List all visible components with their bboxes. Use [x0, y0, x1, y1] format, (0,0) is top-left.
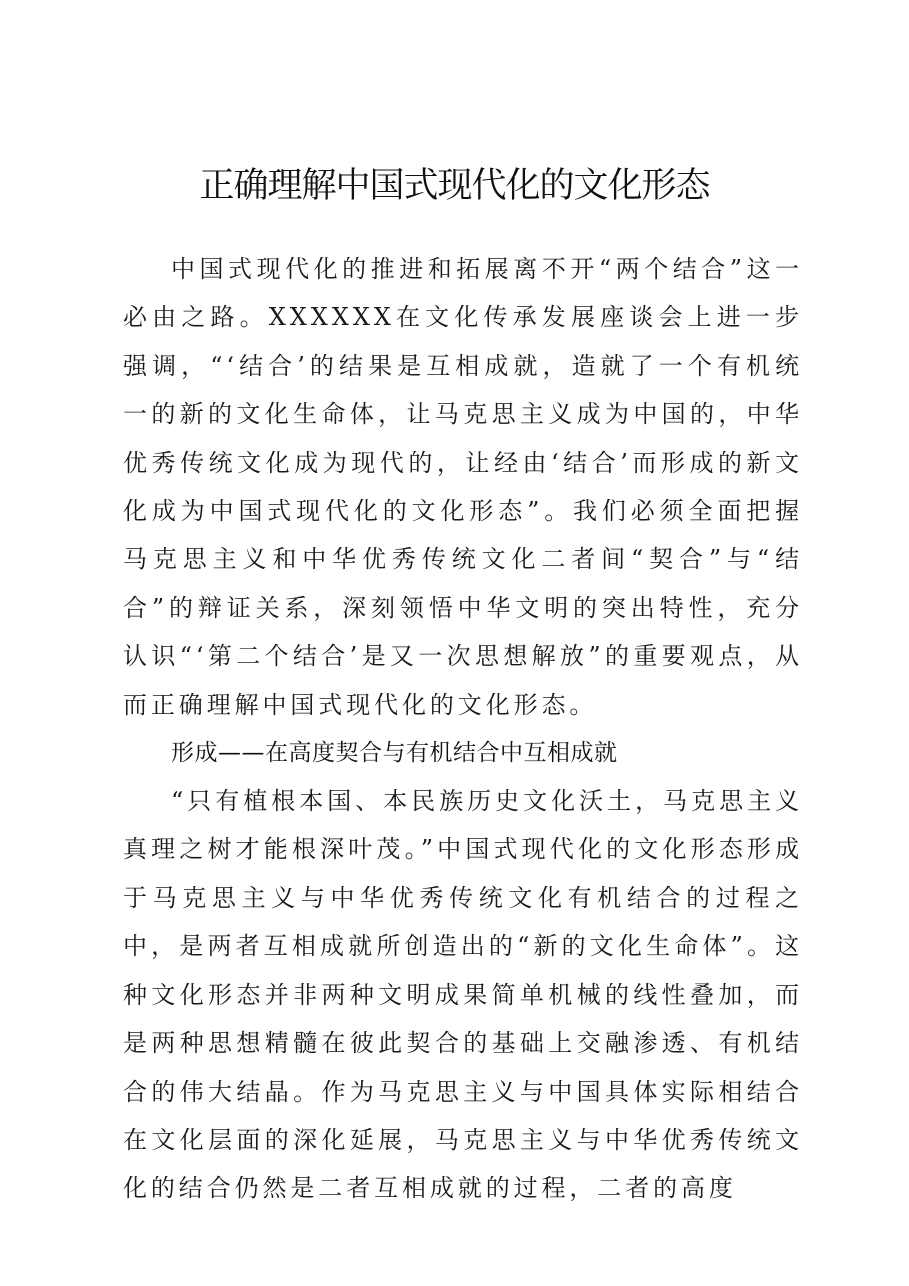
section-paragraph: “只有植根本国、本民族历史文化沃土，马克思主义真理之树才能根深叶茂。”中国式现代化的文化形态形成于马克思主义与中华优秀传统文化有机结合的过程之中，是两者互相成就所创造出的“新的文化生命体”。这种文化形态并非两种文明成果简单机械的线性叠加，而是两种思想精髓在彼此契合的基础上交融渗透、有机结合的伟大结晶。作为马克思主义与中国具体实际相结合在文化层面的深化延展，马克思主义与中华优秀传统文化的结合仍然是二者互相成就的过程，二者的高度	[123, 787, 803, 1203]
section-heading: 形成——在高度契合与有机结合中互相成就	[171, 740, 618, 767]
document-body	[123, 245, 803, 1213]
intro-paragraph: 中国式现代化的推进和拓展离不开“两个结合”这一必由之路。XXXXXX在文化传承发展座谈会上进一步强调，“‘结合’的结果是互相成就，造就了一个有机统一的新的文化生命体，让马克思主义成为中国的，中华优秀传统文化成为现代的，让经由‘结合’而形成的新文化成为中国式现代化的文化形态”。我们必须全面把握马克思主义和中华优秀传统文化二者间“契合”与“结合”的辩证关系，深刻领悟中华文明的突出特性，充分认识“‘第二个结合’是又一次思想解放”的重要观点，从而正确理解中国式现代化的文化形态。	[123, 255, 803, 719]
document-title: 正确理解中国式现代化的文化形态	[199, 166, 710, 206]
